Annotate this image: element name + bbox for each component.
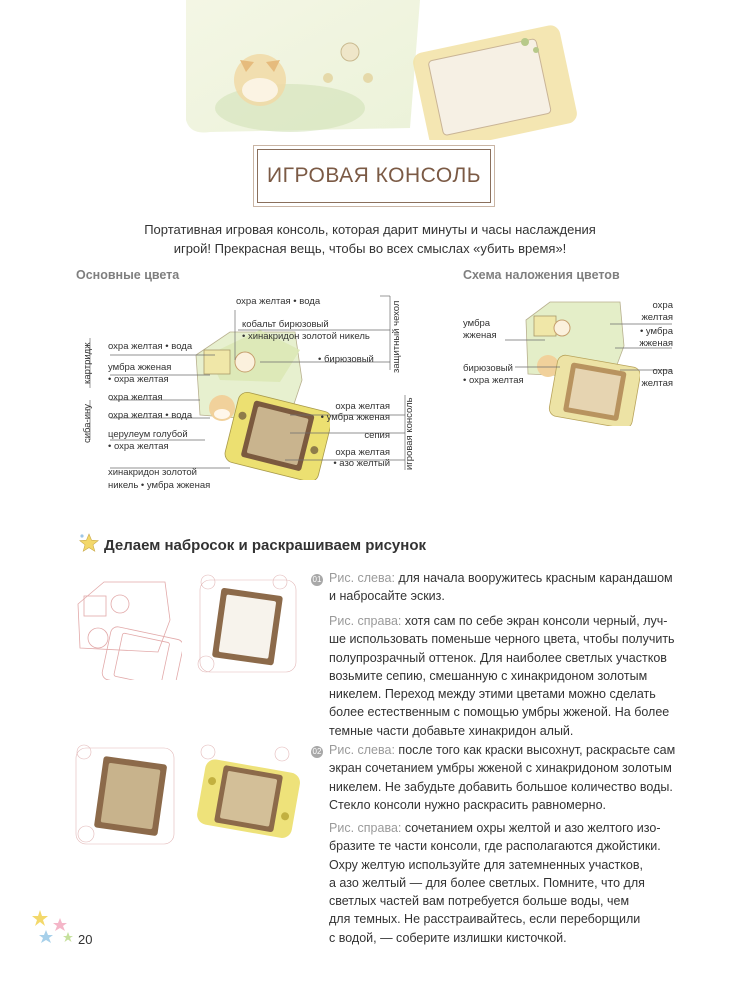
- color-label: охра желтая • вода: [236, 296, 321, 307]
- color-label: • азо желтый: [333, 458, 390, 469]
- star-icon: [78, 532, 100, 554]
- step2-console-image: [190, 740, 302, 850]
- step2-screen-image: [70, 740, 182, 850]
- scheme-label: охра: [652, 366, 673, 377]
- page-number: 20: [78, 932, 93, 947]
- scheme-label: • охра желтая: [463, 375, 524, 386]
- color-label: умбра жженая: [108, 362, 172, 373]
- step2-paragraph-1: [329, 741, 701, 814]
- color-label: сепия: [364, 430, 390, 441]
- scheme-label: охра: [652, 300, 673, 311]
- text-line: [329, 569, 701, 587]
- text-line: светлых частей вам потребуется больше воды, чем: [329, 894, 630, 909]
- scheme-label: жженая: [639, 338, 673, 349]
- group-label-shiba: сиба-ину: [82, 403, 93, 443]
- color-label: охра желтая • вода: [108, 341, 193, 352]
- color-label: • охра желтая: [108, 374, 169, 385]
- colors-heading: Основные цвета: [76, 268, 180, 282]
- step1-paragraph-2: [329, 612, 701, 740]
- scheme-label: жженая: [463, 330, 497, 341]
- color-label: • хинакридон золотой никель: [242, 331, 370, 342]
- text-line: для темных. Не расстраивайтесь, если переборщили: [329, 912, 641, 927]
- color-label: хинакридон золотой: [108, 467, 197, 478]
- page-title: ИГРОВАЯ КОНСОЛЬ: [266, 164, 482, 187]
- color-label: • охра желтая: [108, 441, 169, 452]
- step1-screen-image: [190, 570, 302, 680]
- step2-paragraph-2: [329, 819, 701, 947]
- scheme-label: желтая: [641, 378, 673, 389]
- text-line: Стекло консоли нужно раскрасить равномерно.: [329, 797, 606, 812]
- stars-decoration-icon: [30, 908, 78, 948]
- text-line: с водой, — соберите излишки кисточкой.: [329, 930, 567, 945]
- line-text: для начала вооружитесь красным карандашом: [398, 571, 673, 585]
- color-label: никель • умбра жженая: [108, 480, 211, 491]
- color-label: • умбра жженая: [320, 412, 390, 423]
- text-line: полупрозрачный оттенок. Для наиболее светлых участков: [329, 650, 667, 665]
- text-line: бразите те части консоли, где располагаются джойстики.: [329, 839, 661, 854]
- section-title: Делаем набросок и раскрашиваем рисунок: [104, 537, 427, 554]
- color-label: церулеум голубой: [108, 429, 188, 440]
- color-label: кобальт бирюзовый: [242, 319, 329, 330]
- intro-line: Портативная игровая консоль, которая дарит минуты и часы наслаждения: [144, 222, 596, 237]
- scheme-label: умбра: [463, 318, 491, 329]
- intro-line: игрой! Прекрасная вещь, чтобы во всех смыслах «убить время»!: [173, 241, 567, 256]
- text-line: [329, 819, 701, 837]
- scheme-label: бирюзовый: [463, 363, 513, 374]
- scheme-label: желтая: [641, 312, 673, 323]
- text-line: возьмите сепию, смешанную с хинакридоном золотым: [329, 668, 648, 683]
- figure-prefix: Рис. справа:: [329, 614, 402, 628]
- text-line: и набросайте эскиз.: [329, 589, 445, 604]
- scheme-heading: Схема наложения цветов: [463, 268, 620, 282]
- step-number: 02: [312, 747, 322, 756]
- color-label: охра желтая: [335, 447, 390, 458]
- color-label: охра желтая: [108, 392, 163, 403]
- text-line: никелем. Не забудьте добавить большое количество воды.: [329, 779, 673, 794]
- intro-text: [120, 220, 620, 258]
- header-illustration: [180, 0, 580, 140]
- text-line: экран сочетанием умбры жженой с хинакридоном золотым: [329, 761, 672, 776]
- title-box: [257, 149, 491, 203]
- color-label: • бирюзовый: [318, 354, 374, 365]
- step1-sketch-image: [70, 570, 182, 680]
- figure-prefix: Рис. слева:: [329, 743, 395, 757]
- text-line: [329, 612, 701, 630]
- group-label-console: игровая консоль: [404, 397, 415, 470]
- figure-prefix: Рис. слева:: [329, 571, 395, 585]
- group-label-case: защитный чехол: [391, 300, 402, 373]
- text-line: никелем. Переход между этими цветами можно сделать: [329, 687, 656, 702]
- step-number: 01: [312, 575, 322, 584]
- text-line: темные части добавьте хинакридон алый.: [329, 723, 574, 738]
- scheme-label: • умбра: [639, 326, 673, 337]
- figure-prefix: Рис. справа:: [329, 821, 402, 835]
- group-label-cartridge: картридж: [82, 342, 93, 384]
- line-text: хотя сам по себе экран консоли черный, луч-: [404, 614, 668, 628]
- color-label: охра желтая: [335, 401, 390, 412]
- text-line: ше использовать поменьше черного цвета, чтобы получить: [329, 632, 675, 647]
- line-text: после того как краски высохнут, раскрасьте сам: [398, 743, 676, 757]
- line-text: сочетанием охры желтой и азо желтого изо-: [404, 821, 661, 835]
- text-line: а азо желтый — для более светлых. Помните, что для: [329, 875, 645, 890]
- text-line: более естественным с помощью умбры жженой. На более: [329, 705, 670, 720]
- text-line: [329, 741, 701, 759]
- step1-paragraph-1: [329, 569, 701, 606]
- color-label: охра желтая • вода: [108, 410, 193, 421]
- text-line: Охру желтую используйте для затемненных участков,: [329, 857, 643, 872]
